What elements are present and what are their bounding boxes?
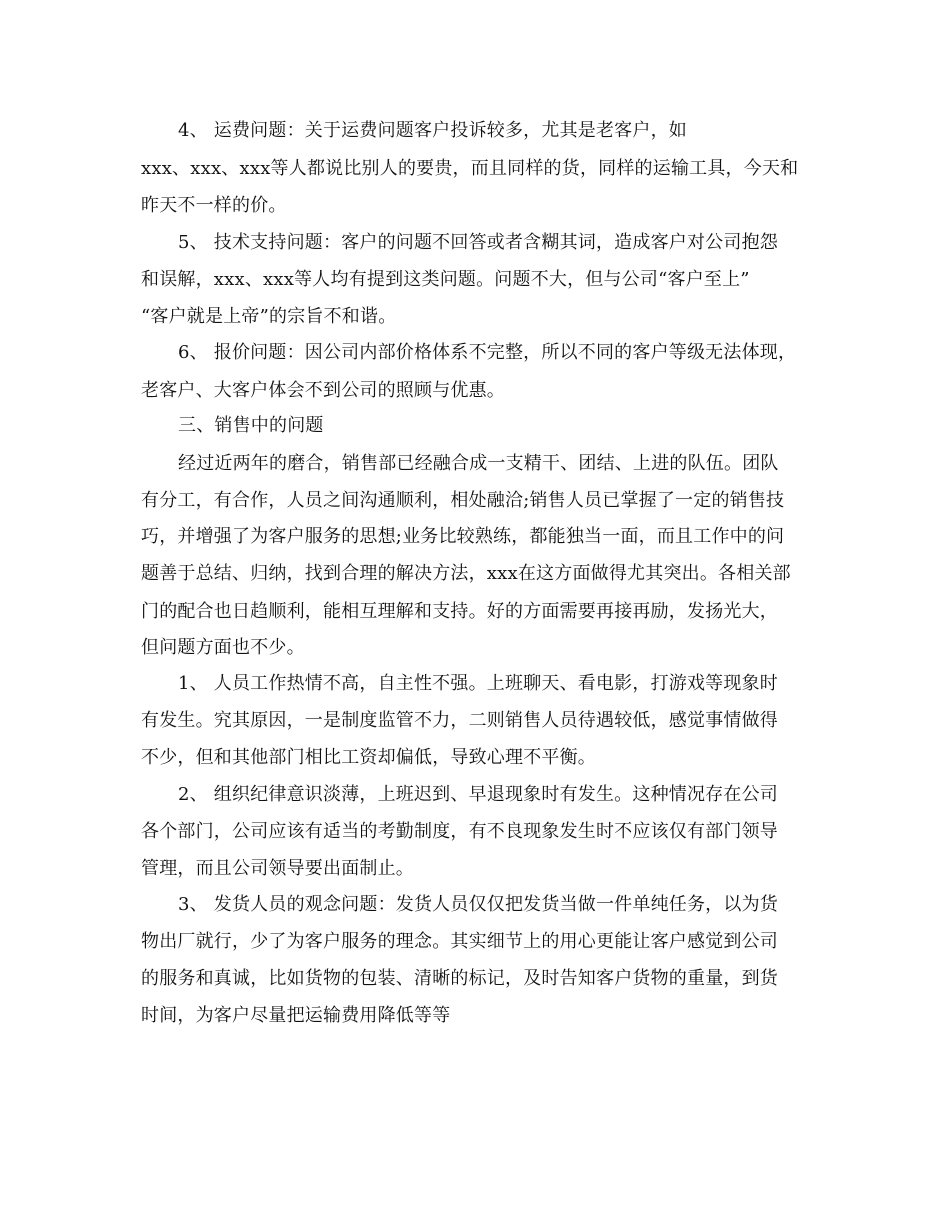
paragraph-line: 2、 组织纪律意识淡薄，上班迟到、早退现象时有发生。这种情况存在公司: [178, 784, 778, 805]
paragraph-line: 各个部门，公司应该有适当的考勤制度，有不良现象发生时不应该仅有部门领导: [141, 821, 778, 842]
paragraph-line: 4、 运费问题：关于运费问题客户投诉较多，尤其是老客户，如: [178, 120, 687, 141]
section-heading: 三、销售中的问题: [178, 415, 324, 436]
paragraph-line: 巧，并增强了为客户服务的思想;业务比较熟练，都能独当一面，而且工作中的问: [141, 526, 785, 547]
paragraph-line: 物出厂就行，少了为客户服务的理念。其实细节上的用心更能让客户感觉到公司: [141, 931, 778, 952]
paragraph-line: 5、 技术支持问题：客户的问题不回答或者含糊其词，造成客户对公司抱怨: [178, 232, 778, 253]
paragraph-line: 有发生。究其原因，一是制度监管不力，二则销售人员待遇较低，感觉事情做得: [141, 710, 778, 731]
paragraph-line: 管理，而且公司领导要出面制止。: [141, 858, 414, 879]
paragraph-line: 6、 报价问题：因公司内部价格体系不完整，所以不同的客户等级无法体现，: [178, 342, 797, 363]
paragraph-line: 3、 发货人员的观念问题：发货人员仅仅把发货当做一件单纯任务，以为货: [178, 894, 778, 915]
paragraph-line: 不少，但和其他部门相比工资却偏低，导致心理不平衡。: [141, 747, 596, 768]
paragraph-line: 但问题方面也不少。: [141, 637, 305, 658]
paragraph-line: 时间，为客户尽量把运输费用降低等等: [141, 1005, 451, 1026]
paragraph-line: 的服务和真诚，比如货物的包装、清晰的标记，及时告知客户货物的重量，到货: [141, 968, 778, 989]
paragraph-line: 经过近两年的磨合，销售部已经融合成一支精干、团结、上进的队伍。团队: [178, 453, 779, 474]
paragraph-line: 老客户、大客户体会不到公司的照顾与优惠。: [141, 380, 505, 401]
paragraph-line: 有分工，有合作，人员之间沟通顺利，相处融洽;销售人员已掌握了一定的销售技: [141, 490, 785, 511]
paragraph-line: 1、 人员工作热情不高，自主性不强。上班聊天、看电影，打游戏等现象时: [178, 673, 778, 694]
paragraph-line: 和误解，xxx、xxx等人均有提到这类问题。问题不大，但与公司“客户至上”: [141, 269, 750, 290]
paragraph-line: 昨天不一样的价。: [141, 195, 287, 216]
paragraph-line: xxx、xxx、xxx等人都说比别人的要贵，而且同样的货，同样的运输工具，今天和: [141, 158, 799, 179]
paragraph-line: 题善于总结、归纳，找到合理的解决方法，xxx在这方面做得尤其突出。各相关部: [141, 563, 791, 584]
paragraph-line: “客户就是上帝”的宗旨不和谐。: [141, 306, 397, 327]
paragraph-line: 门的配合也日趋顺利，能相互理解和支持。好的方面需要再接再励，发扬光大，: [141, 601, 778, 622]
